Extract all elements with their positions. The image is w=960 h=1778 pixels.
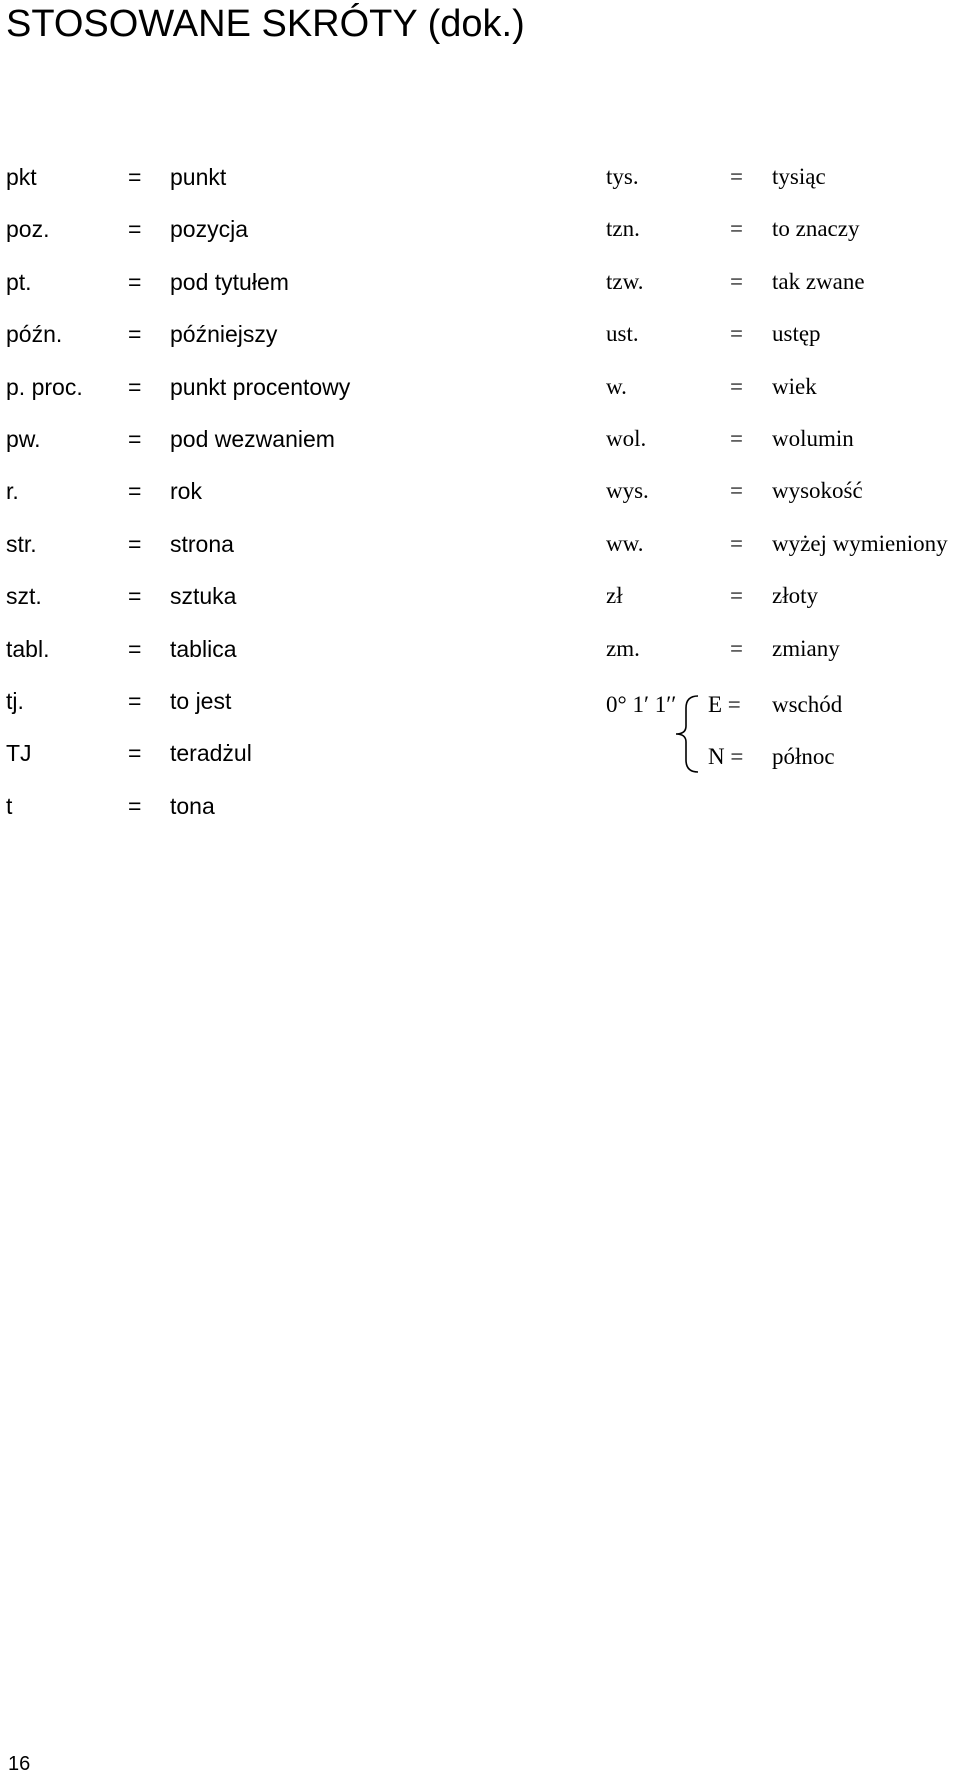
abbreviation: ww. — [606, 530, 644, 556]
abbreviation: poz. — [6, 216, 50, 243]
meaning: pod tytułem — [170, 268, 289, 295]
abbreviation: tj. — [6, 688, 24, 714]
equals-sign: = — [730, 373, 743, 399]
equals-sign: = — [730, 583, 743, 609]
coordinates-meaning-east: wschód — [772, 692, 843, 717]
abbreviation: tys. — [606, 164, 639, 189]
meaning: punkt — [170, 164, 227, 190]
abbreviation: tzn. — [606, 216, 640, 242]
equals-sign: = — [730, 164, 743, 189]
abbreviation: t — [6, 792, 13, 819]
abbreviation: zł — [606, 583, 623, 609]
abbreviation: tabl. — [6, 635, 50, 662]
meaning: teradżul — [170, 740, 252, 767]
meaning: wyżej wymieniony — [772, 530, 948, 556]
abbreviation-row — [0, 476, 960, 506]
abbreviation-row — [0, 529, 960, 559]
page-number: 16 — [8, 1753, 31, 1775]
abbreviation: zm. — [606, 635, 640, 661]
abbreviation-row — [0, 424, 960, 454]
equals-sign: = — [730, 478, 743, 504]
abbreviation: ust. — [606, 321, 639, 347]
meaning: wiek — [772, 373, 817, 399]
equals-sign: = — [730, 426, 743, 451]
coordinates-symbol: 0° 1′ 1′′ — [606, 692, 677, 717]
meaning: sztuka — [170, 583, 237, 610]
equals-sign: = — [730, 635, 743, 661]
abbreviation: pt. — [6, 268, 32, 295]
equals-sign: = — [128, 635, 142, 662]
abbreviation-row — [0, 791, 960, 821]
abbreviation: p. proc. — [6, 373, 83, 400]
equals-sign: = — [128, 373, 142, 400]
abbreviation: pkt — [6, 164, 37, 190]
equals-sign: = — [128, 792, 142, 819]
meaning: tona — [170, 792, 215, 819]
equals-sign: = — [128, 530, 142, 557]
abbreviation: wys. — [606, 478, 649, 504]
meaning: tak zwane — [772, 268, 865, 294]
meaning: wysokość — [772, 478, 863, 504]
abbreviation: tzw. — [606, 268, 644, 294]
equals-sign: = — [128, 268, 142, 295]
meaning: wolumin — [772, 426, 854, 451]
meaning: tysiąc — [772, 164, 826, 189]
abbreviation-row — [0, 214, 960, 244]
abbreviation-row — [0, 319, 960, 349]
equals-sign: = — [128, 426, 142, 452]
equals-sign: = — [730, 216, 743, 242]
abbreviation: pw. — [6, 426, 41, 452]
equals-sign: = — [128, 740, 142, 767]
abbreviation-row — [0, 581, 960, 611]
abbreviation: szt. — [6, 583, 42, 610]
coordinates-meaning-north: północ — [772, 744, 835, 769]
meaning: złoty — [772, 583, 818, 609]
equals-sign: = — [128, 216, 142, 243]
coordinates-dir-east: E = — [708, 692, 741, 717]
abbreviation: r. — [6, 478, 19, 505]
meaning: późniejszy — [170, 321, 278, 348]
meaning: rok — [170, 478, 202, 505]
meaning: to znaczy — [772, 216, 860, 242]
abbreviation-row — [0, 162, 960, 192]
equals-sign: = — [128, 583, 142, 610]
meaning: pozycja — [170, 216, 248, 243]
meaning: zmiany — [772, 635, 840, 661]
equals-sign: = — [128, 321, 142, 348]
meaning: strona — [170, 530, 234, 557]
equals-sign: = — [128, 478, 142, 505]
abbreviation: TJ — [6, 740, 32, 767]
curly-brace-icon — [672, 694, 708, 774]
equals-sign: = — [730, 321, 743, 347]
meaning: ustęp — [772, 321, 821, 347]
abbreviation: wol. — [606, 426, 647, 451]
abbreviation-row — [0, 267, 960, 297]
coordinates-row-north — [0, 742, 960, 772]
equals-sign: = — [128, 688, 142, 714]
coordinates-row-east — [0, 690, 960, 720]
meaning: punkt procentowy — [170, 373, 351, 400]
meaning: pod wezwaniem — [170, 426, 335, 452]
equals-sign: = — [128, 164, 142, 190]
abbreviation-row — [0, 372, 960, 402]
equals-sign: = — [730, 530, 743, 556]
abbreviation: str. — [6, 530, 37, 557]
abbreviation-row — [0, 634, 960, 664]
page-title: STOSOWANE SKRÓTY (dok.) — [6, 3, 525, 45]
abbreviation: w. — [606, 373, 627, 399]
abbreviation: późn. — [6, 321, 63, 348]
meaning: to jest — [170, 688, 232, 714]
equals-sign: = — [730, 268, 743, 294]
meaning: tablica — [170, 635, 237, 662]
coordinates-dir-north: N = — [708, 744, 744, 769]
